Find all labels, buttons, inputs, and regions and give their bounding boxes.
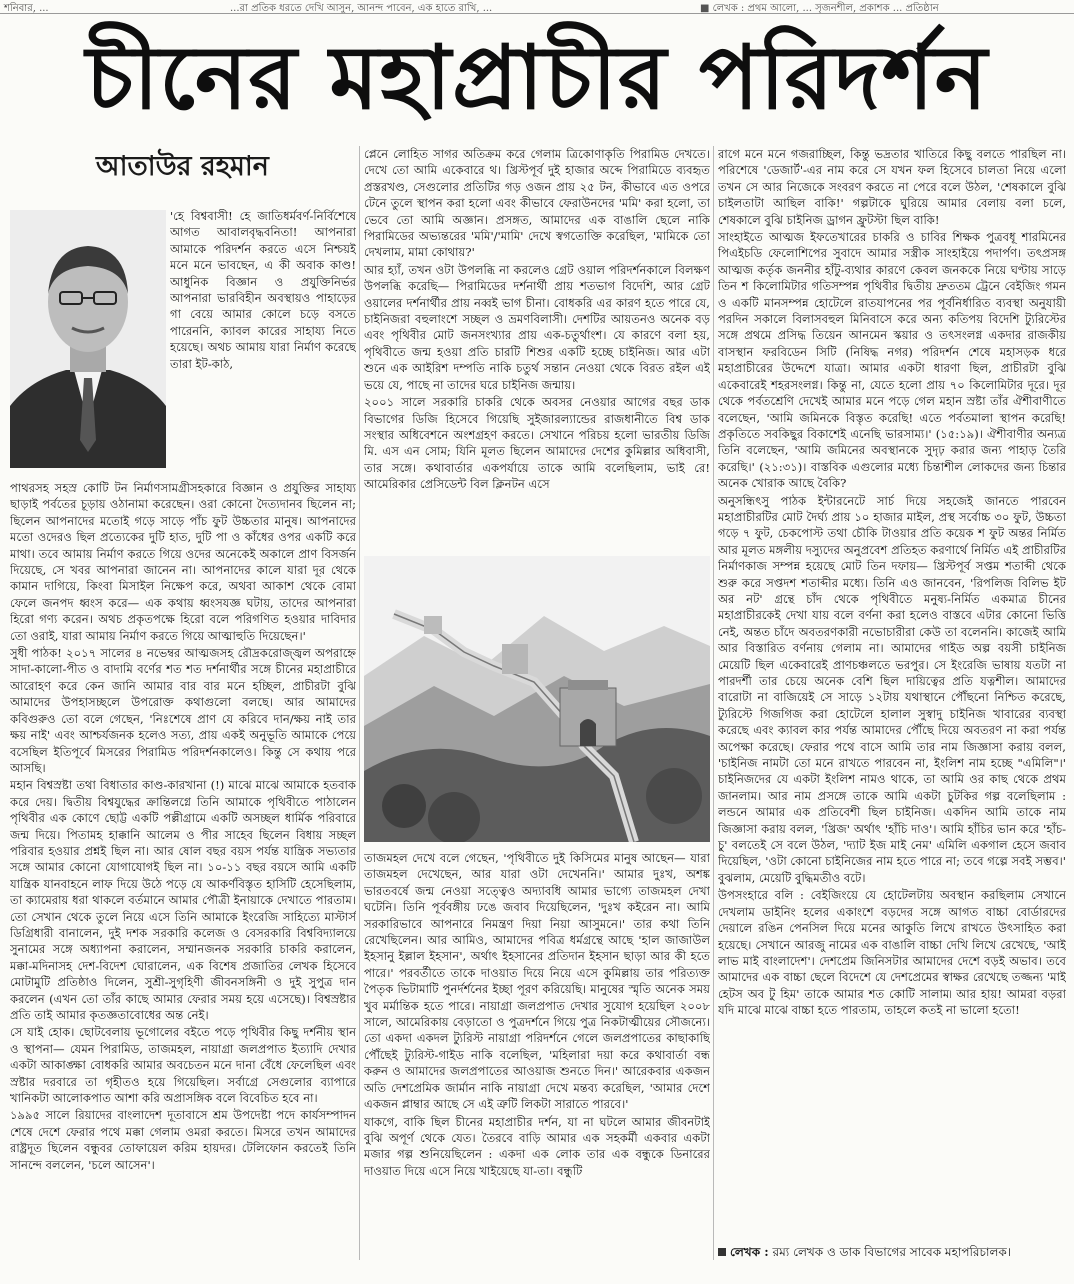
column-divider	[713, 146, 714, 1260]
column-1	[10, 480, 356, 1260]
great-wall-photo	[364, 556, 710, 842]
square-bullet-icon	[718, 1248, 726, 1256]
paragraph: প্লেনে লোহিত সাগর অতিক্রম করে গেলাম ত্রিকোণাকৃতি পিরামিড দেখতে। দেখে তো আমি একেবারে থ। খ্রিস্টপূর্ব দুই হাজার অব্দে পিরামিডে ব্যবহৃত প্রস্তরখণ্ড, সেগুলোর প্রতিটির গড় ওজন প্রায় ২৫ টন, কীভাবে এত ওপরে টেনে তুলে স্থাপন করা হলো এবং কীভাবে ফেরাউনদের 'মমি' করা হলো, তা ভেবে তো আমি অজ্ঞান। প্রসঙ্গত, আমাদের এক বাঙালি ছেলে নাকি পিরামিডের অভ্যন্তরের 'মমি'/'মামি' দেখে স্বগতোক্তি করেছিল, 'মামিকে তো দেখলাম, মামা কোথায়?'	[364, 147, 710, 260]
article-headline: চীনের মহাপ্রাচীর পরিদর্শন	[85, 26, 989, 129]
paragraph: তাজমহল দেখে বলে গেছেন, 'পৃথিবীতে দুই কিসিমের মানুষ আছেন— যারা তাজমহল দেখেছেন, আর যারা ওটা দেখেননি।' আমার দুঃখ, অশঙ্ক ভারতবর্ষে জন্ম নেওয়া সত্ত্বেও অদ্যাবধি আমার ভাগ্যে তাজমহল দেখা ঘটেনি। তিনি পূর্ববঙ্গীয় ঢঙে জবাব দিয়েছিলেন, 'দুঃখ কইরেন না। আমি সরকারিভাবে আপনারে নিমন্ত্রণ দিয়া নিয়া আসুমনে।' তার কথা তিনি রেখেছিলেন। আর আমিও, আমাদের পবিত্র ধর্মগ্রন্থে আছে 'হাল জাজাউল ইহসানু ইল্লাল ইহসান', অর্থাৎ ইহসানের প্রতিদান ইহসান ছাড়া আর কী হতে পারে।' পরবর্তীতে তাকে দাওয়াত দিয়ে নিয়ে এসে কুমিল্লায় তার পরিত্যক্ত পৈতৃক ভিটামাটি পুনর্দর্শনের ইচ্ছা পূরণ করিয়েছি। মানুষের স্মৃতি অনেক সময় খুব মর্মান্তিক হতে পারে। নায়াগ্রা জলপ্রপাত দেখার সুযোগ হয়েছিল ২০০৮ সালে, আমেরিকায় বেড়াতো ও পুত্রদর্শনে গিয়ে পুত্র নিকটাত্মীয়ের সৌজন্যে। তো একদা একদল ট্যুরিস্ট নায়াগ্রা পরিদর্শনে গেলে জলপ্রপাতের কাছাকাছি পৌঁছেই ট্যুরিস্ট-গাইড নাকি বলেছিল, 'মহিলারা দয়া করে কথাবার্তা বন্ধ করুন ও আমাদের জলপ্রপাতের আওয়াজ শুনতে দিন।' আরেকবার একজন অতি দেশপ্রেমিক জার্মান নাকি নায়াগ্রা দেখে মন্তব্য করেছিল, 'আমার দেশে একজন প্লাম্বার আছে সে এই ত্রুটি লিকটা সারাতে পারবে।'	[364, 851, 710, 1112]
paragraph: উপসংহারে বলি : বেইজিংয়ে যে হোটেলটায় অবস্থান করছিলাম সেখানে দেখলাম ডাইনিং হলের একাংশে বড়দের সঙ্গে আগত বাচ্চা বোর্ডারদের দেয়ালে রঙিন পেনসিল দিয়ে মনের আকুতি লিখে রাখতে উৎসাহিত করা হয়েছে। সেখানে আরজু নামের এক বাঙালি বাচ্চা দেখি লিখে রেখেছে, 'আই লাভ মাই বাংলাদেশ'। দেশপ্রেম জিনিসটার আমাদের দেশে বড়ই অভাব। তবে আমাদের এক বাচ্চা ছেলে বিদেশে যে দেশপ্রেমের স্বাক্ষর রেখেছে তজ্জন্য 'মাই হেটস অব টু হিম' তাকে আমার শত কোটি সালাম৷ আর হায়! আমরা বড়রা যদি মাঝে মাঝে বাচ্চা হতে পারতাম, তাহলে কতই না ভালো হতো!	[718, 888, 1066, 1018]
author-note-text: রম্য লেখক ও ডাক বিভাগের সাবেক মহাপরিচালক।	[772, 1245, 1012, 1259]
paragraph: যাকগে, বাকি ছিল চীনের মহাপ্রাচীর দর্শন, যা না ঘটলে আমার জীবনটাই বুঝি অপূর্ণ থেকে যেত। তৈরবে বাড়ি আমার এক সহকর্মী একবার একটা মজার গল্প শুনিয়েছিলেন : একদা এক লোক তার এক বন্ধুকে ডিনারের দাওয়াত দিয়ে এসে নিয়ে খাইয়েছে যা-তা। বন্ধুটি	[364, 1114, 710, 1178]
paragraph: রাগে মনে মনে গজরাচ্ছিল, কিন্তু ভদ্রতার খাতিরে কিছু বলতে পারছিল না। পরিশেষে 'ডেজার্ট'-এর নাম করে সে যখন ফল হিসেবে চালতা নিয়ে এলো তখন সে আর নিজেকে সংবরণ করতে না পেরে বলে উঠল, 'শেষকালে বুঝি চাইলতাটা আছিল বাকি!' গল্পটাকে ঘুরিয়ে আমার বেলায় বলা চলে, শেষকালে বুঝি চাইনিজ ড্রাগন ফ্রুটস্টা ছিল বাকি!	[718, 147, 1066, 227]
author-photo	[10, 210, 166, 468]
paragraph: পাথরসহ সহস্র কোটি টন নির্মাণসামগ্রীসহকারে বিজ্ঞান ও প্রযুক্তির সাহায্য ছাড়াই পর্বতের চূড়ায় ওঠানামা করেছেন। ওরা কোনো দৈত্যদানব ছিলেন না; ছিলেন আপনাদের মতোই গড়ে সাড়ে পাঁচ ফুট উচ্চতার মানুষ। আপনাদের মতো ওদেরও ছিল প্রত্যেকের দুটি হাত, দুটি পা ও কাঁধের ওপর একটি করে মাথা। তবে আমায় নির্মাণ করতে গিয়ে ওদের অনেকেই অকালে প্রাণ বিসর্জন দিয়েছে, সে খবর আপনারা জানেন না। আপনাদের কালে যারা দূর থেকে কামান দাগিয়ে, কিংবা মিসাইল নিক্ষেপ করে, অথবা আকাশ থেকে বোমা ফেলে জনপদ ধ্বংস করে— এক কথায় ধ্বংসযজ্ঞ ঘটায়, তাদের আপনারা হিরো গণ্য করেন। অথচ প্রকৃতপক্ষে হিরো বলে পরিগণিত হওয়ার দাবিদার তো ওরাই, যারা আমায় নির্মাণ করতে গিয়ে আত্মাহুতি দিয়েছেন।'	[10, 481, 356, 643]
paragraph: সাংহাইতে আত্মজ ইফতেখারের চাকরি ও চাবির শিক্ষক পুত্রবধূ শারমিনের পিএইচডি ফেলোশিপের সুবাদে আমার সস্ত্রীক সাংহাইয়ে পদার্পণ। তৎপ্রসঙ্গ আত্মজ কর্তৃক জননীর হাঁটু-ব্যথার কারণে কেবল জনককে নিয়ে ঘণ্টায় সাড়ে তিন শ কিলোমিটার গতিসম্পন্ন পৃথিবীর দ্বিতীয় দ্রুততম ট্রেনে বেইজিং গমন ও একটি মানসম্পন্ন হোটেলে রাতযাপনের পর পূর্বনির্ধারিত ব্যবস্থা অনুযায়ী পরদিন সকালে বিলাসবহুল মিনিবাসে করে অন্য কতিপয় বিদেশি ট্যুরিস্টের সঙ্গে প্রথমে প্রসিদ্ধ তিয়েন আনমেন স্কয়ার ও তৎসংলগ্ন একদার রাজকীয় বাসস্থান ফরবিডেন সিটি (নিষিদ্ধ নগর) পরিদর্শন শেষে মহাসড়ক ধরে মহাপ্রাচীরের উদ্দেশে যাত্রা। আমার একটা ধারণা ছিল, প্রাচীরটা বুঝি একেবারেই শহরসংলগ্ন। কিন্তু না, যেতে হলো প্রায় ৭০ কিলোমিটার দূরে। দূর থেকে পর্বতশ্রেণি দেখেই আমার মনে পড়ে গেল মহান স্রষ্টা তাঁর ঐশীবাণীতে বলেছেন, 'আমি জমিনকে বিস্তৃত করেছি! এতে পর্বতমালা স্থাপন করেছি! প্রকৃতিতে সবকিছুর বিকাশেই এনেছি ভারসাম্য।' (১৫:১৯)। ঐশীবাণীর অন্যত্র তিনি বলেছেন, 'আমি জমিনের অবস্থানকে সুদৃঢ় করার জন্য পাহাড় তৈরি করেছি।' (২১:৩১)। বাস্তবিক এগুলোর মধ্যে চিন্তাশীল লোকদের জন্য চিন্তার অনেক খোরাক আছে বৈকি?	[718, 230, 1066, 491]
column-divider	[359, 146, 360, 1260]
paragraph: ১৯৯৫ সালে রিয়াদের বাংলাদেশ দূতাবাসে শ্রম উপদেষ্টা পদে কার্যসম্পাদন শেষে দেশে ফেরার পথে মক্কা গেলাম ওমরা করতে। মিসরে তখন আমাদের রাষ্ট্রদূত ছিলেন বন্ধুবর তোফায়েল করিম হায়দর। টেলিফোন করতেই তিনি সানন্দে বললেন, 'চলে আসেন'।	[10, 1108, 356, 1172]
paragraph: আর হ্যাঁ, তখন ওটা উপলব্ধি না করলেও গ্রেট ওয়াল পরিদর্শনকালে বিলক্ষণ উপলব্ধি করেছি— পিরামিডের দর্শনার্থী প্রায় শতভাগ বিদেশি, আর গ্রেট ওয়ালের দর্শনার্থীর প্রায় নব্বই ভাগ চীনা। বোধকরি এর কারণ হতে পারে যে, চাইনিজরা বহুলাংশে সচ্ছল ও ভ্রমণবিলাসী। দেশটির আয়তনও অনেক বড় এবং পৃথিবীর মোট জনসংখ্যার প্রায় এক-চতুর্থাংশ। যে কারণে বলা হয়, পৃথিবীতে জন্ম হওয়া প্রতি চারটি শিশুর একটি হচ্ছে চাইনিজ। আর এটা শুনে এক আইরিশ দম্পতি নাকি চতুর্থ সন্তান নেওয়া থেকে বিরত রইল এই ভয়ে যে, পাছে না তাদের ঘরে চাইনিজ জন্মায়।	[364, 262, 710, 392]
column-2-continued	[364, 850, 710, 1262]
article-byline: আতাউর রহমান	[96, 151, 269, 182]
paragraph: অনুসন্ধিৎসু পাঠক ইন্টারনেটে সার্চ দিয়ে সহজেই জানতে পারবেন মহাপ্রাচীরটির মোট দৈর্ঘ্য প্রায় ১০ হাজার মাইল, প্রস্থ সর্বোচ্চ ৩০ ফুট, উচ্চতা গড়ে ৭ ফুট, চেকপোস্ট তথা চৌকি টাওয়ার প্রতি কয়েক শ ফুট অন্তর নির্মিত আর মূলত মঙ্গলীয় দস্যুদের অনুপ্রবেশ প্রতিহত করণার্থে নির্মিত এই প্রাচীরটির নির্মাণকাজ সম্পন্ন হয়েছে মোট তিন দফায়— খ্রিস্টপূর্ব সপ্তম শতাব্দী থেকে শুরু করে সপ্তদশ শতাব্দীর মধ্যে। তিনি এও জানবেন, 'রিপলিজ বিলিভ ইট অর নট' গ্রন্থে চাঁদ থেকে পৃথিবীতে মনুষ্য-নির্মিত একমাত্র চীনের মহাপ্রাচীরকেই দেখা যায় বলে বর্ণনা করা হলেও বাস্তবে এটার কোনো ভিত্তি নেই, অন্তত চাঁদে অবতরণকারী নভোচারীরা কেউ তা বলেননি। কাজেই আমি আর বিস্তারিত বর্ণনায় গেলাম না। আমাদের গাইড অল্প বয়সী চাইনিজ মেয়েটি ছিল একেবারেই প্রাণচঞ্চলতে ভরপুর। সে ইংরেজি ভাষায় যতটা না পারদর্শী তার চেয়ে অনেক বেশি ছিল দায়িত্বের প্রতি যত্নশীল। আমাদের বারোটা না বাজিয়েই সে সাড়ে ১২টায় যথাস্থানে পৌঁছনো নিশ্চিত করেছে, ট্যুরিস্টে গিজগিজ করা হোটেলে হালাল সুস্বাদু চাইনিজ খাবারের ব্যবস্থা করেছে এবং ক্যাবল কার পর্যন্ত আমাদের পৌঁছে দিয়ে অবতরণ না করা পর্যন্ত অপেক্ষা করেছে। ফেরার পথে বাসে আমি তার নাম জিজ্ঞাসা করায় বলল, 'চাইনিজ নামটা তো মনে রাখতে পারবেন না, ইংলিশ নাম হচ্ছে "এমিলি"।' চাইনিজদের যে একটা ইংলিশ নামও থাকে, তা আমি ওর কাছ থেকে প্রথম জানলাম। আর নাম প্রসঙ্গে তাকে আমি একটা চুটকির গল্প বলেছিলাম : লন্ডনে আমার এক প্রতিবেশী ছিল চাইনিজ। একদিন আমি তাকে নাম জিজ্ঞাসা করায় বলল, 'খ্রিজ' অর্থাৎ 'হাঁচি দাও'। আমি হাঁচির ভান করে 'হাঁচ-চু' বলতেই সে বলে উঠল, 'দ্যাট ইজ মাই নেম' এমিলি একগাল হেসে জবাব দিয়েছিল, 'ওটা কোনো চাইনিজের নাম হতে পারে না; তবে গল্পে সবই সম্ভব।' বুঝলাম, মেয়েটি বুদ্ধিমতীও বটে।	[718, 493, 1066, 885]
paragraph: মহান বিশ্বস্রষ্টা তথা বিধাতার কাণ্ড-কারখানা (!) মাঝে মাঝে আমাকে হতবাক করে দেয়। দ্বিতীয় বিশ্বযুদ্ধের ক্রান্তিলগ্নে তিনি আমাকে পৃথিবীতে পাঠালেন পৃথিবীর এক কোণে ছোট্ট একটি পল্লীগ্রামে একটি অসচ্ছল ধার্মিক পরিবারে জন্ম দিয়ে। পিতামহ হাক্কানি আলেম ও পীর সাহেব ছিলেন বিধায় সচ্ছল পরিবার হওয়ার প্রশ্নই ছিল না। আর ষোল বছর বয়স পর্যন্ত যান্ত্রিক সভ্যতার সঙ্গে আমার কোনো যোগাযোগই ছিল না। ১০-১১ বছর বয়সে আমি একটি যান্ত্রিক যানবাহনে লাফ দিয়ে উঠে পড়ে যে আকর্ণবিস্তৃত হাসিটি হেসেছিলাম, তা ক্যামেরায় ধরা থাকলে বর্তমানে আমার পৌত্রী ইনায়াকে দেখাতে পারতাম। তো সেখান থেকে তুলে নিয়ে এসে তিনি আমাকে ইংরেজি সাহিত্যে মাস্টার্স ডিগ্রিধারী বানালেন, দুই দশক সরকারি কলেজ ও বেসরকারি বিশ্ববিদ্যালয়ে সুনামের সঙ্গে অধ্যাপনা করালেন, সম্মানজনক সরকারি চাকরি করালেন, মক্কা-মদিনাসহ দেশ-বিদেশ ঘোরালেন, এক বিশেষ প্রজাতির লেখক হিসেবে মোটামুটি প্রতিষ্ঠাও দিলেন, সুশ্রী-সুগৃহিণী জীবনসঙ্গিনী ও দুই সুপুত্র দান করলেন (এখন তো তাঁর কাছে আমার ফেরার সময় হয়ে এসেছে)। বিশ্বস্রষ্টার প্রতি তাই আমার কৃতজ্ঞতাবোধের অন্ত নেই।	[10, 778, 356, 1022]
strip-center-text: ...রা প্রতিক ধরতে দেখি আসুন, আনন্দ পাবেন, এক হাতে রাখি, ...	[230, 3, 493, 14]
paragraph: ২০০১ সালে সরকারি চাকরি থেকে অবসর নেওয়ার আগের বছর ডাক বিভাগের ডিজি হিসেবে গিয়েছি সুইজারল্যান্ডের রাজধানীতে বিশ্ব ডাক সংস্থার অধিবেশনে অংশগ্রহণ করতে। সেখানে পরিচয় হলো ভারতীয় ডিজি মি. এস এন সোম; যিনি মূলত ছিলেন আমাদের দেশের কুমিল্লার অধিবাসী, তার সঙ্গে। কথাবার্তার একপর্যায়ে তাকে আমি বলেছিলাম, ভাই রে! আমেরিকার প্রেসিডেন্ট বিল ক্লিনটন এসে	[364, 395, 710, 492]
strip-left-text: শনিবার, ...	[4, 3, 49, 14]
column-3	[718, 146, 1066, 1240]
column-2	[364, 146, 710, 546]
top-strip	[0, 0, 1074, 14]
column-1-intro: 'হে বিশ্ববাসী! হে জাতিধর্মবর্ণ-নির্বিশেষে আগত আবালবৃদ্ধবনিতা! আপনারা আমাকে পরিদর্শন করতে এসে নিশ্চয়ই মনে মনে ভাবছেন, এ কী অবাক কাণ্ড! আধুনিক বিজ্ঞান ও প্রযুক্তিনির্ভর আপনারা ভারবিহীন অবস্থায়ও পাহাড়ের গা বেয়ে আমার কোলে চড়ে বসতে পারেননি, ক্যাবল কারের সাহায্য নিতে হয়েছে। অথচ আমায় যারা নির্মাণ করেছে তারা ইট-কাঠ,	[170, 209, 356, 371]
paragraph: সুধী পাঠক! ২০১৭ সালের ৪ নভেম্বর আত্মজসহ রৌদ্রকরোজ্জ্বল অপরাহ্নে সাদা-কালো-পীত ও বাদামি বর্ণের শত শত দর্শনার্থীর সঙ্গে চীনের মহাপ্রাচীরে আরোহণ করে কেন জানি আমার বার বার মনে হচ্ছিল, প্রাচীরটা বুঝি আমাদের উপহাসচ্ছলে উপরোক্ত কথাগুলো বলছে। আর আমাদের কবিগুরুও তো বলে গেছেন, 'নিঃশেষে প্রাণ যে করিবে দান/ক্ষয় নাই তার ক্ষয় নাই' এবং আশ্চর্যজনক হলেও সত্য, প্রায় একই অনুভূতি আমাকে পেয়ে বসেছিল ইতিপূর্বে মিসরের পিরামিড পরিদর্শনকালেও। কিন্তু সে কথায় পরে আসছি।	[10, 646, 356, 775]
strip-right-text: ■ লেখক : প্রথম আলো, ... সৃজনশীল, প্রকাশক ... প্রতিষ্ঠান	[700, 3, 939, 14]
paragraph: সে যাই হোক। ছোটবেলায় ভূগোলের বইতে পড়ে পৃথিবীর কিছু দর্শনীয় স্থান ও স্থাপনা— যেমন পিরামিড, তাজমহল, নায়াগ্রা জলপ্রপাত ইত্যাদি দেখার একটা আকাঙ্ক্ষা বোধকরি আমার অবচেতন মনে দানা বেঁধে ফেলেছিল এবং স্রষ্টার দরবারে তা গৃহীতও হয়ে গিয়েছিল। সর্বাগ্রে সেগুলোর ব্যাপারে খানিকটা আলোকপাত আশা করি অপ্রাসঙ্গিক বলে বিবেচিত হবে না।	[10, 1025, 356, 1106]
author-note	[718, 1244, 1066, 1261]
author-note-label: লেখক :	[730, 1245, 769, 1259]
